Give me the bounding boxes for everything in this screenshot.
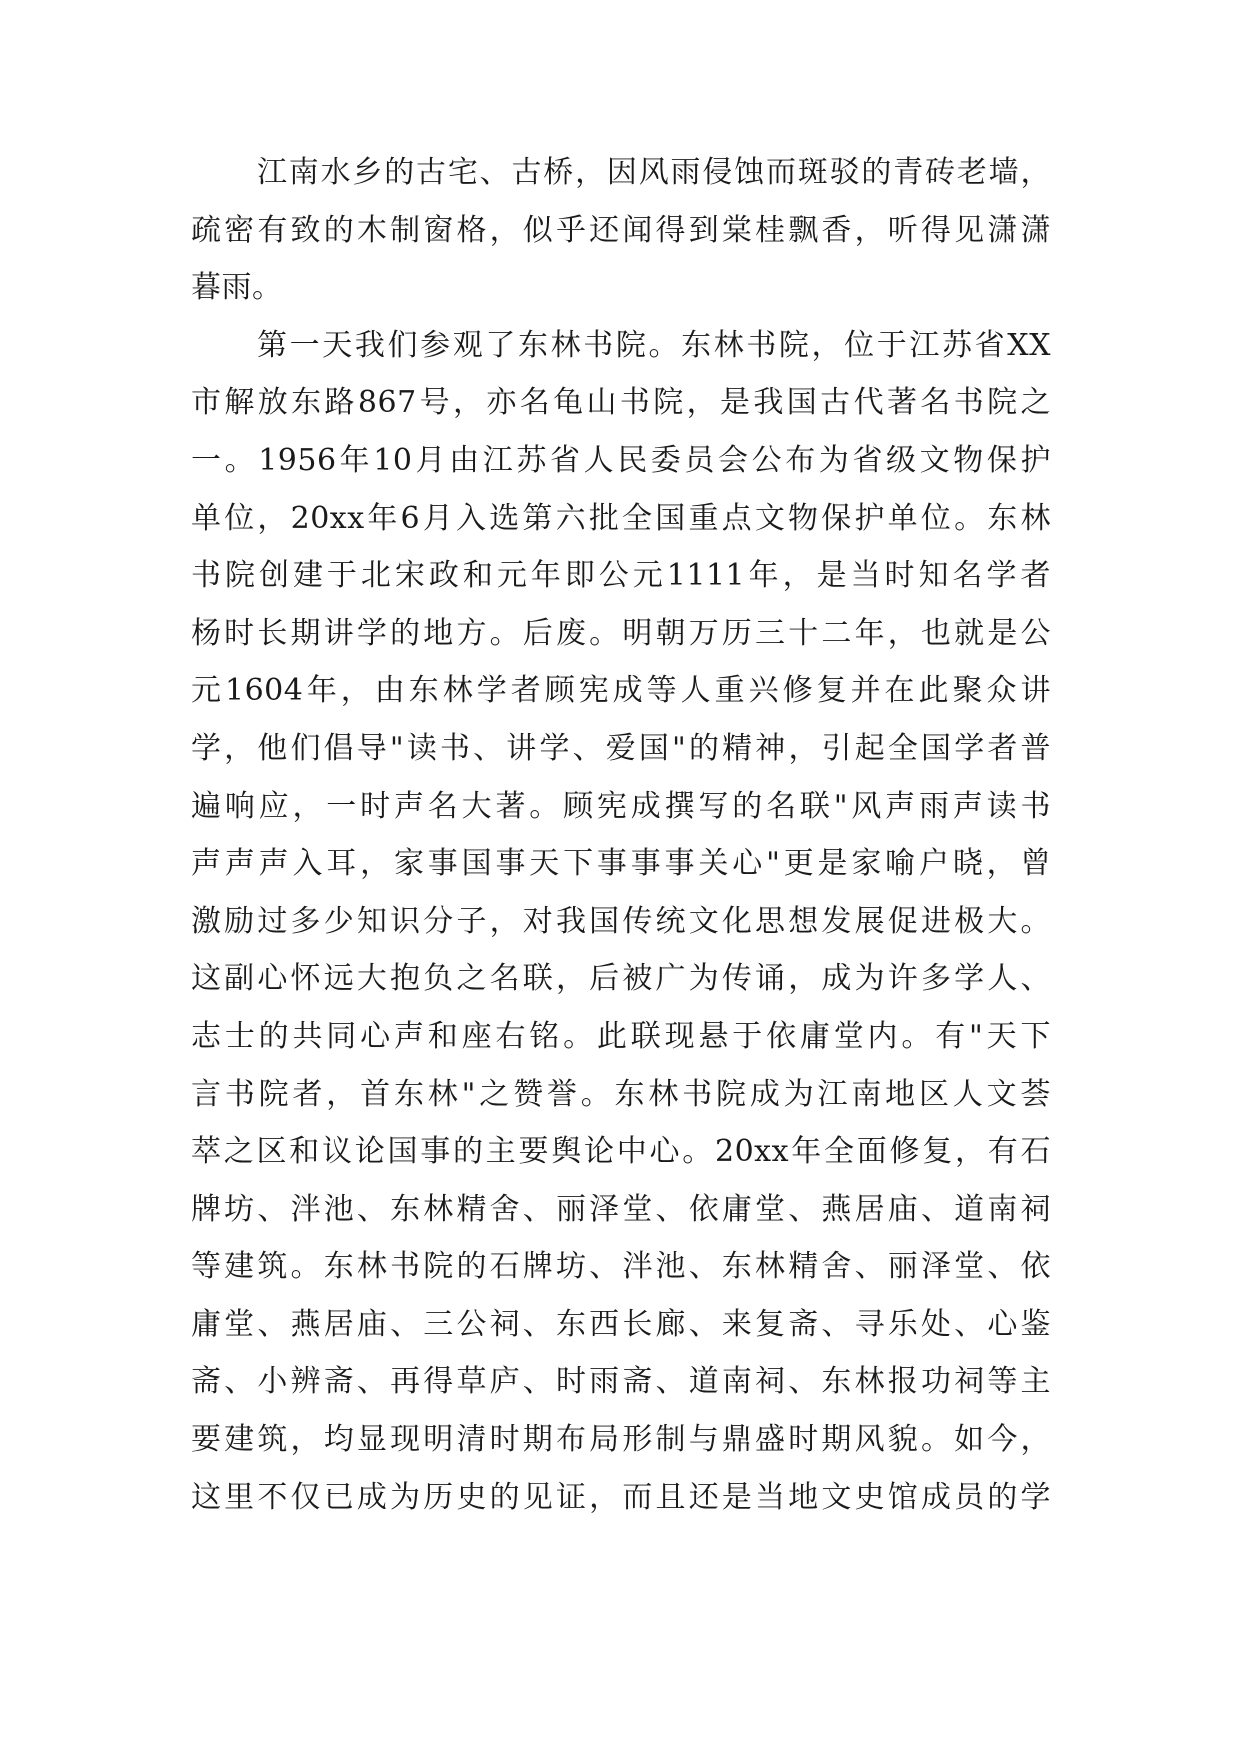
- paragraph-2-line-9: 遍响应，一时声名大著。顾宪成撰写的名联"风声雨声读书: [191, 788, 1051, 824]
- paragraph-2-line-17: 等建筑。东林书院的石牌坊、泮池、东林精舍、丽泽堂、依: [191, 1249, 1051, 1285]
- paragraph-2-line-19: 斋、小辨斋、再得草庐、时雨斋、道南祠、东林报功祠等主: [191, 1364, 1051, 1400]
- paragraph-2-line-15: 萃之区和议论国事的主要舆论中心。20xx年全面修复，有石: [191, 1134, 1051, 1170]
- paragraph-2-line-3: 一。1956年10月由江苏省人民委员会公布为省级文物保护: [191, 442, 1051, 478]
- paragraph-2-line-20: 要建筑，均显现明清时期布局形制与鼎盛时期风貌。如今，: [191, 1422, 1051, 1458]
- paragraph-2-line-4: 单位，20xx年6月入选第六批全国重点文物保护单位。东林: [191, 500, 1051, 536]
- paragraph-2-line-5: 书院创建于北宋政和元年即公元1111年，是当时知名学者: [191, 558, 1051, 594]
- paragraph-2-line-1: 第一天我们参观了东林书院。东林书院，位于江苏省XX: [257, 327, 1051, 363]
- paragraph-1-line-3: 暮雨。: [191, 270, 283, 306]
- paragraph-2-line-14: 言书院者，首东林"之赞誉。东林书院成为江南地区人文荟: [191, 1076, 1051, 1112]
- paragraph-1-line-1: 江南水乡的古宅、古桥，因风雨侵蚀而斑驳的青砖老墙，: [257, 155, 1051, 190]
- paragraph-2-line-12: 这副心怀远大抱负之名联，后被广为传诵，成为许多学人、: [191, 961, 1051, 997]
- paragraph-2-line-6: 杨时长期讲学的地方。后废。明朝万历三十二年，也就是公: [191, 615, 1051, 651]
- paragraph-2-line-8: 学，他们倡导"读书、讲学、爱国"的精神，引起全国学者普: [191, 730, 1051, 766]
- body-text: [191, 144, 1051, 1526]
- paragraph-2-line-13: 志士的共同心声和座右铭。此联现悬于依庸堂内。有"天下: [191, 1018, 1051, 1054]
- paragraph-2-line-16: 牌坊、泮池、东林精舍、丽泽堂、依庸堂、燕居庙、道南祠: [191, 1191, 1051, 1227]
- paragraph-1-line-2: 疏密有致的木制窗格，似乎还闻得到棠桂飘香，听得见潇潇: [191, 212, 1051, 248]
- paragraph-2-line-10: 声声声入耳，家事国事天下事事事关心"更是家喻户晓，曾: [191, 846, 1051, 882]
- paragraph-2-line-2: 市解放东路867号，亦名龟山书院，是我国古代著名书院之: [191, 385, 1051, 421]
- paragraph-2-line-11: 激励过多少知识分子，对我国传统文化思想发展促进极大。: [191, 903, 1051, 939]
- paragraph-2-line-21: 这里不仅已成为历史的见证，而且还是当地文史馆成员的学: [191, 1479, 1051, 1515]
- paragraph-2-line-7: 元1604年，由东林学者顾宪成等人重兴修复并在此聚众讲: [191, 673, 1051, 709]
- paragraph-2-line-18: 庸堂、燕居庙、三公祠、东西长廊、来复斋、寻乐处、心鉴: [191, 1306, 1051, 1342]
